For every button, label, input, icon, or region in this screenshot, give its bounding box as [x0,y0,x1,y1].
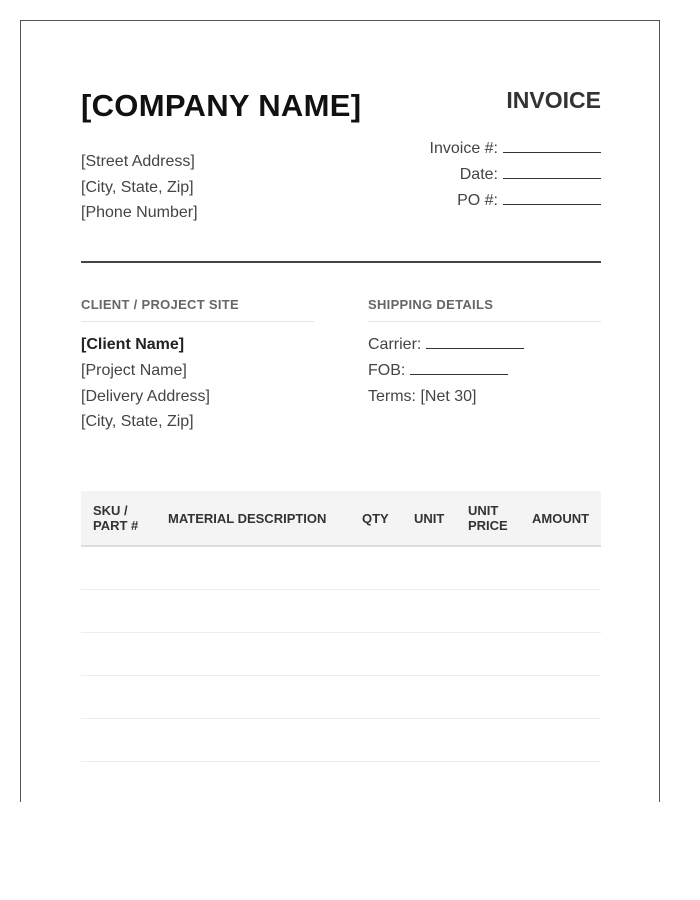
fob-field[interactable] [410,360,508,375]
company-address [81,149,198,226]
table-row[interactable] [81,547,601,590]
terms-row: Terms: [Net 30] [368,388,477,405]
invoice-page [20,20,660,802]
phone-number: [Phone Number] [81,204,198,221]
description-column-header: MATERIAL DESCRIPTION [168,510,327,526]
fob-label: FOB: [368,362,406,379]
invoice-meta [430,136,601,214]
invoice-number-field[interactable] [503,138,601,153]
po-label: PO #: [457,192,498,209]
unit-column-header: UNIT [414,510,445,526]
price-header-line1: UNIT [468,503,499,518]
amount-column-header: AMOUNT [532,510,590,526]
date-row [430,162,601,188]
client-details [81,332,210,435]
table-row[interactable] [81,633,601,676]
shipping-section-heading: SHIPPING DETAILS [368,297,601,322]
invoice-number-label: Invoice #: [429,140,498,157]
client-city-state-zip: [City, State, Zip] [81,413,194,431]
table-body [81,547,601,762]
sku-header-line2: PART # [93,518,139,533]
unit-price-column-header [468,491,518,545]
client-name: [Client Name] [81,336,185,353]
table-row[interactable] [81,590,601,633]
qty-column-header: QTY [362,510,389,526]
date-label: Date: [459,166,498,183]
company-name: [COMPANY NAME] [81,88,362,123]
table-row[interactable] [81,676,601,719]
project-name: [Project Name] [81,361,187,379]
street-address: [Street Address] [81,153,195,170]
carrier-row [368,332,524,358]
invoice-number-row [430,136,601,162]
shipping-details [368,332,524,410]
client-section-heading: CLIENT / PROJECT SITE [81,297,314,322]
table-row[interactable] [81,719,601,762]
carrier-field[interactable] [426,334,524,349]
city-state-zip: [City, State, Zip] [81,178,194,196]
sku-header-line1: SKU / [93,503,128,518]
carrier-label: Carrier: [368,336,422,353]
po-row [430,188,601,214]
date-field[interactable] [503,164,601,179]
price-header-line2: PRICE [468,518,508,533]
table-header [81,491,601,547]
invoice-title: INVOICE [506,87,601,113]
line-items-table [81,491,601,762]
po-field[interactable] [503,190,601,205]
header-divider [81,261,601,263]
fob-row [368,358,524,384]
sku-column-header [93,491,153,545]
delivery-address: [Delivery Address] [81,387,210,405]
